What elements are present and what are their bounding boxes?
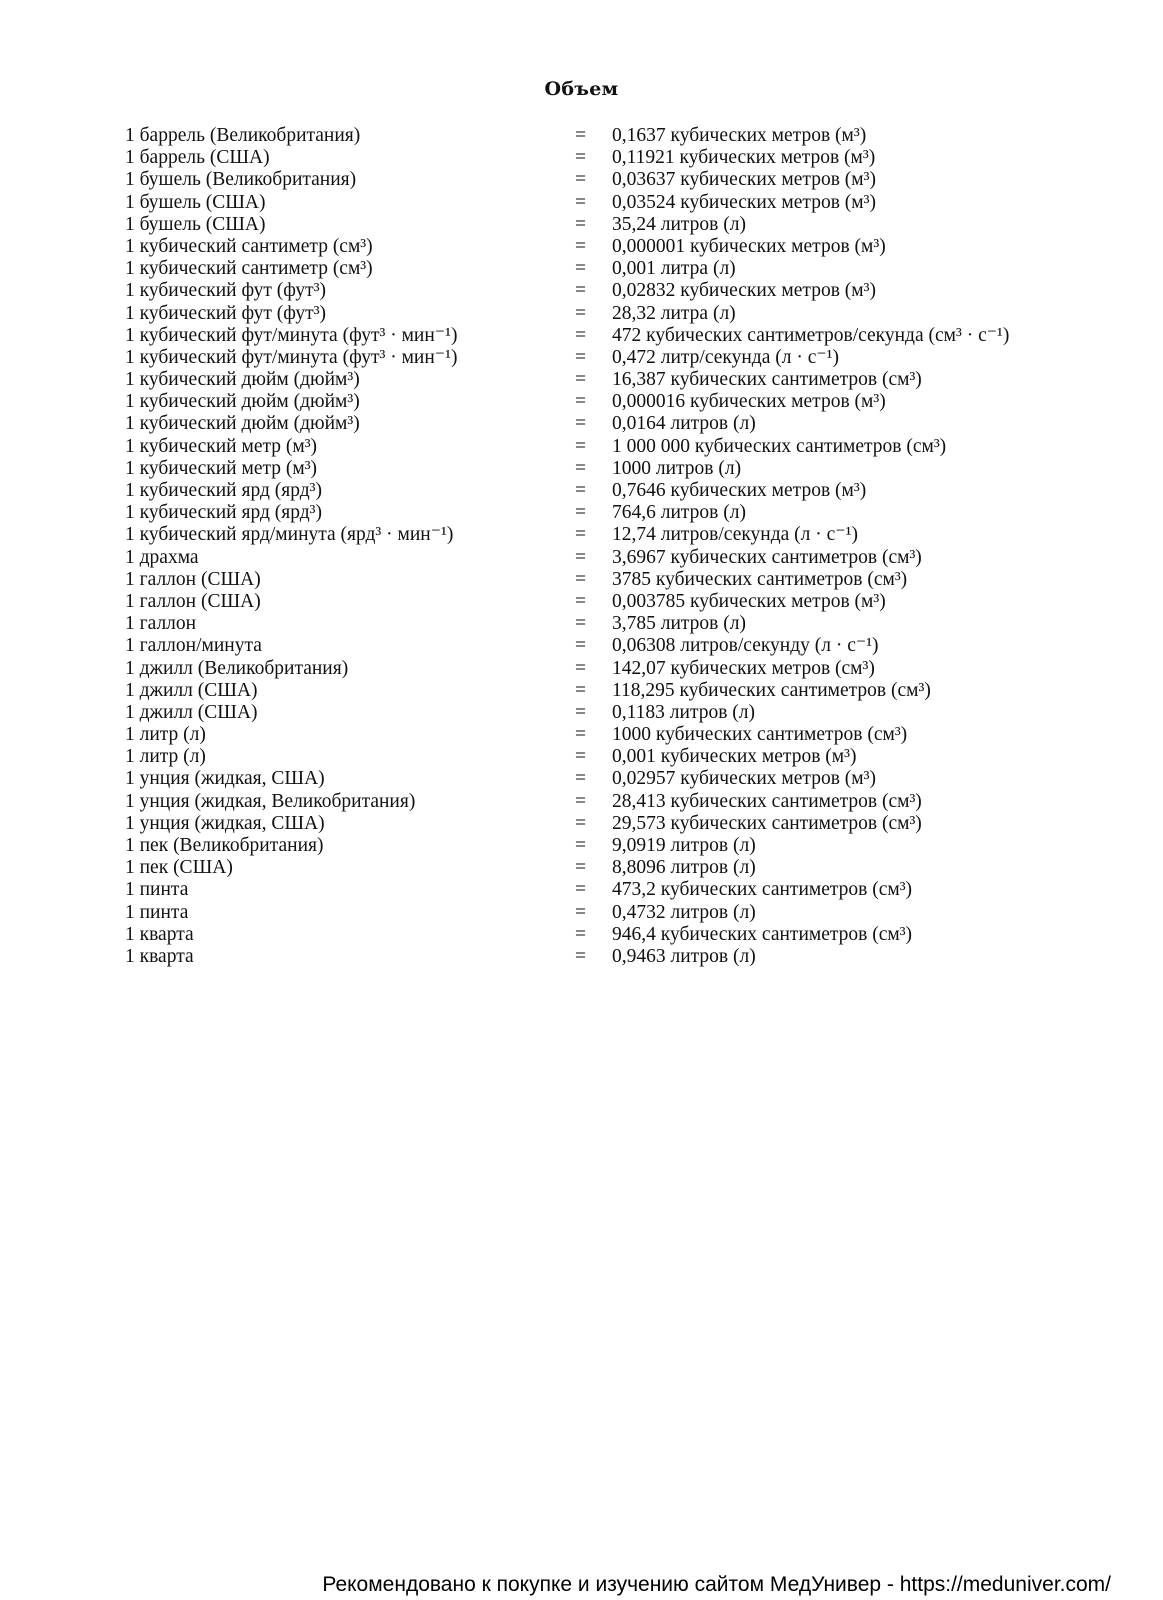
converted-value: 35,24 литров (л)	[612, 213, 746, 235]
source-unit: 1 драхма	[125, 546, 199, 568]
converted-value: 0,11921 кубических метров (м³)	[612, 147, 876, 169]
source-unit: 1 кубический ярд/минута (ярд³ · мин⁻¹)	[125, 524, 454, 546]
equals-sign: =	[575, 923, 586, 945]
converted-value: 764,6 литров (л)	[612, 502, 746, 524]
source-unit: 1 кубический метр (м³)	[125, 457, 318, 479]
source-unit: 1 пинта	[125, 879, 189, 901]
equals-sign: =	[575, 679, 586, 701]
source-unit: 1 кубический фут/минута (фут³ · мин⁻¹)	[125, 346, 458, 368]
conversion-row	[125, 946, 1085, 968]
converted-value: 3785 кубических сантиметров (см³)	[612, 568, 908, 590]
converted-value: 472 кубических сантиметров/секунда (см³ · с⁻¹)	[612, 324, 1010, 346]
conversion-row	[125, 791, 1085, 813]
source-unit: 1 кубический фут (фут³)	[125, 280, 327, 302]
equals-sign: =	[575, 790, 586, 812]
equals-sign: =	[575, 568, 586, 590]
equals-sign: =	[575, 590, 586, 612]
source-unit: 1 кубический сантиметр (см³)	[125, 235, 373, 257]
conversion-row	[125, 724, 1085, 746]
source-unit: 1 бушель (США)	[125, 191, 266, 213]
converted-value: 0,472 литр/секунда (л · с⁻¹)	[612, 346, 839, 368]
conversion-row	[125, 835, 1085, 857]
converted-value: 0,003785 кубических метров (м³)	[612, 590, 886, 612]
converted-value: 118,295 кубических сантиметров (см³)	[612, 679, 931, 701]
source-unit: 1 пинта	[125, 901, 189, 923]
source-unit: 1 галлон (США)	[125, 568, 261, 590]
conversion-row	[125, 658, 1085, 680]
equals-sign: =	[575, 901, 586, 923]
equals-sign: =	[575, 857, 586, 879]
conversion-row	[125, 524, 1085, 546]
source-unit: 1 галлон	[125, 613, 197, 635]
conversion-row	[125, 458, 1085, 480]
equals-sign: =	[575, 835, 586, 856]
converted-value: 1000 литров (л)	[612, 457, 742, 479]
equals-sign: =	[575, 258, 586, 280]
equals-sign: =	[575, 302, 586, 324]
conversion-row	[125, 303, 1085, 325]
equals-sign: =	[575, 635, 586, 657]
converted-value: 16,387 кубических сантиметров (см³)	[612, 369, 922, 391]
equals-sign: =	[575, 701, 586, 723]
equals-sign: =	[575, 657, 586, 679]
converted-value: 8,8096 литров (л)	[612, 857, 756, 879]
converted-value: 0,1183 литров (л)	[612, 701, 756, 723]
equals-sign: =	[575, 768, 586, 790]
converted-value: 0,4732 литров (л)	[612, 901, 756, 923]
equals-sign: =	[575, 812, 586, 834]
converted-value: 3,6967 кубических сантиметров (см³)	[612, 546, 922, 568]
converted-value: 3,785 литров (л)	[612, 613, 746, 635]
conversion-row	[125, 192, 1085, 214]
converted-value: 0,03637 кубических метров (м³)	[612, 169, 876, 191]
conversion-row	[125, 813, 1085, 835]
equals-sign: =	[575, 613, 586, 635]
equals-sign: =	[575, 235, 586, 257]
conversion-row	[125, 746, 1085, 768]
source-unit: 1 унция (жидкая, Великобритания)	[125, 790, 416, 812]
source-unit: 1 литр (л)	[125, 724, 206, 746]
source-unit: 1 галлон/минута	[125, 635, 262, 657]
source-unit: 1 кубический ярд (ярд³)	[125, 502, 322, 524]
conversion-row	[125, 569, 1085, 591]
equals-sign: =	[575, 524, 586, 546]
source-unit: 1 кубический ярд (ярд³)	[125, 480, 322, 501]
converted-value: 28,32 литра (л)	[612, 302, 736, 324]
conversion-row	[125, 591, 1085, 613]
converted-value: 0,02957 кубических метров (м³)	[612, 768, 876, 790]
converted-value: 0,03524 кубических метров (м³)	[612, 191, 876, 213]
source-unit: 1 пек (США)	[125, 857, 233, 879]
converted-value: 0,000016 кубических метров (м³)	[612, 391, 886, 413]
converted-value: 9,0919 литров (л)	[612, 835, 756, 856]
page-title: Объем	[544, 78, 619, 100]
source-unit: 1 кубический сантиметр (см³)	[125, 258, 373, 280]
conversion-table	[125, 125, 1085, 968]
conversion-row	[125, 169, 1085, 191]
converted-value: 12,74 литров/секунда (л · с⁻¹)	[612, 524, 858, 546]
conversion-row	[125, 280, 1085, 302]
converted-value: 946,4 кубических сантиметров (см³)	[612, 923, 913, 945]
conversion-row	[125, 147, 1085, 169]
converted-value: 0,001 литра (л)	[612, 258, 736, 280]
source-unit: 1 литр (л)	[125, 746, 206, 768]
source-unit: 1 баррель (США)	[125, 147, 270, 169]
equals-sign: =	[575, 391, 586, 413]
source-unit: 1 джилл (США)	[125, 679, 258, 701]
source-unit: 1 унция (жидкая, США)	[125, 768, 325, 790]
source-unit: 1 кварта	[125, 923, 194, 945]
equals-sign: =	[575, 125, 586, 146]
equals-sign: =	[575, 457, 586, 479]
conversion-row	[125, 125, 1085, 147]
source-unit: 1 унция (жидкая, США)	[125, 812, 325, 834]
equals-sign: =	[575, 746, 586, 768]
converted-value: 1 000 000 кубических сантиметров (см³)	[612, 435, 947, 457]
source-unit: 1 кубический дюйм (дюйм³)	[125, 369, 360, 391]
source-unit: 1 кварта	[125, 945, 194, 967]
equals-sign: =	[575, 324, 586, 346]
equals-sign: =	[575, 369, 586, 391]
source-unit: 1 бушель (Великобритания)	[125, 169, 357, 191]
equals-sign: =	[575, 280, 586, 302]
source-unit: 1 кубический дюйм (дюйм³)	[125, 391, 360, 413]
converted-value: 473,2 кубических сантиметров (см³)	[612, 879, 913, 901]
source-unit: 1 баррель (Великобритания)	[125, 125, 361, 146]
equals-sign: =	[575, 724, 586, 746]
equals-sign: =	[575, 191, 586, 213]
conversion-row	[125, 857, 1085, 879]
converted-value: 0,001 кубических метров (м³)	[612, 746, 857, 768]
equals-sign: =	[575, 945, 586, 967]
equals-sign: =	[575, 502, 586, 524]
converted-value: 28,413 кубических сантиметров (см³)	[612, 790, 922, 812]
conversion-row	[125, 236, 1085, 258]
converted-value: 0,7646 кубических метров (м³)	[612, 480, 867, 501]
conversion-row	[125, 547, 1085, 569]
converted-value: 0,000001 кубических метров (м³)	[612, 235, 886, 257]
conversion-row	[125, 347, 1085, 369]
conversion-row	[125, 879, 1085, 901]
conversion-row	[125, 924, 1085, 946]
source-unit: 1 бушель (США)	[125, 213, 266, 235]
conversion-row	[125, 214, 1085, 236]
source-unit: 1 кубический фут (фут³)	[125, 302, 327, 324]
conversion-row	[125, 436, 1085, 458]
converted-value: 0,02832 кубических метров (м³)	[612, 280, 876, 302]
equals-sign: =	[575, 346, 586, 368]
conversion-row	[125, 258, 1085, 280]
conversion-row	[125, 613, 1085, 635]
equals-sign: =	[575, 480, 586, 501]
source-unit: 1 пек (Великобритания)	[125, 835, 324, 856]
footer-recommendation: Рекомендовано к покупке и изучению сайтом МедУнивер - https://meduniver.com/	[322, 1573, 1111, 1596]
source-unit: 1 кубический дюйм (дюйм³)	[125, 413, 360, 435]
converted-value: 0,9463 литров (л)	[612, 945, 756, 967]
conversion-row	[125, 480, 1085, 502]
conversion-row	[125, 413, 1085, 435]
source-unit: 1 джилл (Великобритания)	[125, 657, 349, 679]
conversion-row	[125, 902, 1085, 924]
conversion-row	[125, 702, 1085, 724]
conversion-row	[125, 369, 1085, 391]
equals-sign: =	[575, 879, 586, 901]
source-unit: 1 кубический фут/минута (фут³ · мин⁻¹)	[125, 324, 458, 346]
equals-sign: =	[575, 213, 586, 235]
conversion-row	[125, 502, 1085, 524]
source-unit: 1 кубический метр (м³)	[125, 435, 318, 457]
converted-value: 1000 кубических сантиметров (см³)	[612, 724, 908, 746]
converted-value: 29,573 кубических сантиметров (см³)	[612, 812, 922, 834]
conversion-row	[125, 768, 1085, 790]
equals-sign: =	[575, 435, 586, 457]
converted-value: 0,1637 кубических метров (м³)	[612, 125, 867, 146]
conversion-row	[125, 325, 1085, 347]
equals-sign: =	[575, 169, 586, 191]
converted-value: 0,0164 литров (л)	[612, 413, 756, 435]
source-unit: 1 джилл (США)	[125, 701, 258, 723]
source-unit: 1 галлон (США)	[125, 590, 261, 612]
equals-sign: =	[575, 413, 586, 435]
equals-sign: =	[575, 147, 586, 169]
converted-value: 0,06308 литров/секунду (л · с⁻¹)	[612, 635, 879, 657]
converted-value: 142,07 кубических метров (см³)	[612, 657, 875, 679]
equals-sign: =	[575, 546, 586, 568]
conversion-row	[125, 635, 1085, 657]
conversion-row	[125, 391, 1085, 413]
conversion-row	[125, 680, 1085, 702]
